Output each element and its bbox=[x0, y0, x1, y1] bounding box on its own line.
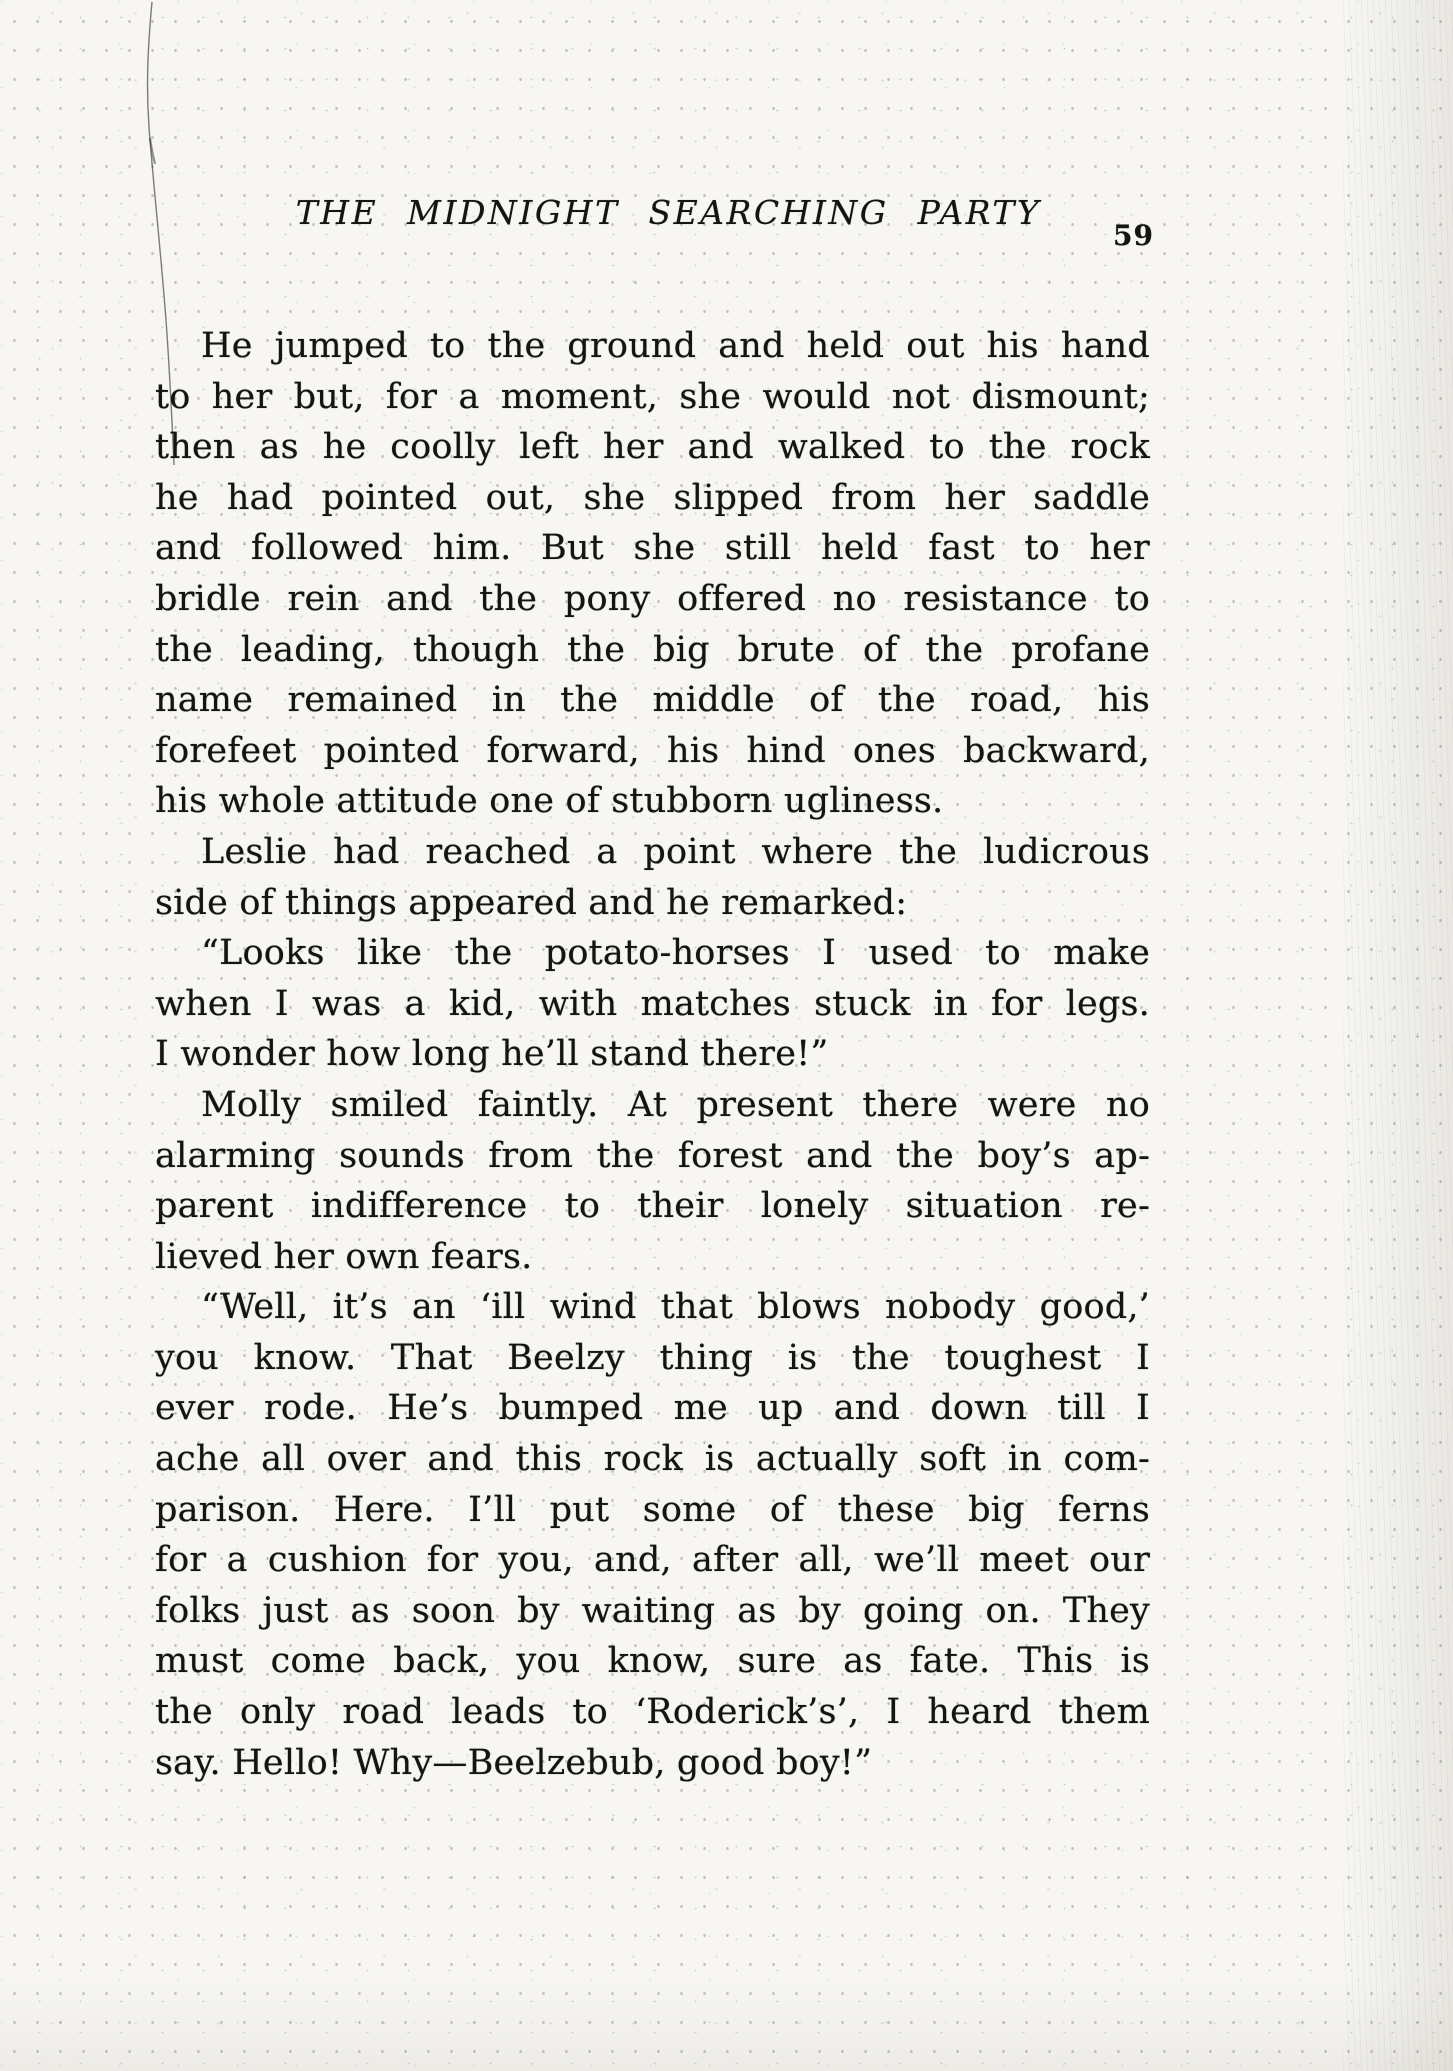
text-line: Molly smiled faintly. At present there were no bbox=[201, 1084, 1150, 1125]
page-number: 59 bbox=[1113, 219, 1154, 252]
text-line: alarming sounds from the forest and the boy’s ap- bbox=[155, 1135, 1150, 1176]
text-line: I wonder how long he’ll stand there!” bbox=[155, 1034, 829, 1075]
chapter-title: THE MIDNIGHT SEARCHING PARTY bbox=[295, 193, 1042, 232]
text-line: forefeet pointed forward, his hind ones backward, bbox=[155, 730, 1150, 771]
text-line: ever rode. He’s bumped me up and down till I bbox=[155, 1388, 1150, 1429]
text-line: lieved her own fears. bbox=[155, 1236, 533, 1277]
text-line: He jumped to the ground and held out his hand bbox=[201, 326, 1150, 366]
scan-edge-shading-right bbox=[1343, 0, 1453, 2071]
text-line: he had pointed out, she slipped from her saddle bbox=[155, 477, 1150, 518]
text-line: you know. That Beelzy thing is the toughest I bbox=[155, 1337, 1150, 1378]
paragraph bbox=[155, 1282, 1150, 1788]
text-line: when I was a kid, with matches stuck in for legs. bbox=[155, 983, 1150, 1024]
paragraph bbox=[155, 827, 1150, 928]
paragraph bbox=[155, 928, 1150, 1080]
text-line: Leslie had reached a point where the ludicrous bbox=[201, 831, 1150, 872]
text-line: must come back, you know, sure as fate. This is bbox=[155, 1641, 1150, 1682]
text-line: ache all over and this rock is actually soft in com- bbox=[155, 1439, 1150, 1480]
text-block bbox=[155, 193, 1154, 1788]
body-text bbox=[155, 321, 1150, 1788]
text-line: side of things appeared and he remarked: bbox=[155, 882, 908, 923]
text-line: “Well, it’s an ‘ill wind that blows nobody good,’ bbox=[201, 1287, 1150, 1328]
scan-edge-shading-bottom bbox=[0, 1981, 1453, 2071]
text-line: and followed him. But she still held fast to her bbox=[155, 528, 1150, 569]
text-line: the leading, though the big brute of the profane bbox=[155, 629, 1150, 670]
text-line: bridle rein and the pony offered no resistance to bbox=[155, 578, 1150, 619]
text-line: his whole attitude one of stubborn ugliness. bbox=[155, 781, 944, 822]
text-line: to her but, for a moment, she would not dismount; bbox=[155, 376, 1150, 417]
running-header bbox=[155, 193, 1154, 255]
text-line: folks just as soon by waiting as by going on. They bbox=[155, 1590, 1150, 1631]
text-line: then as he coolly left her and walked to the rock bbox=[155, 427, 1150, 468]
text-line: “Looks like the potato-horses I used to make bbox=[201, 933, 1150, 974]
text-line: name remained in the middle of the road, his bbox=[155, 680, 1150, 721]
text-line: parison. Here. I’ll put some of these big ferns bbox=[155, 1489, 1150, 1530]
text-line: say. Hello! Why—Beelzebub, good boy!” bbox=[155, 1742, 873, 1783]
text-line: for a cushion for you, and, after all, we’ll meet our bbox=[155, 1540, 1150, 1581]
text-line: the only road leads to ‘Roderick’s’, I heard them bbox=[155, 1692, 1150, 1733]
paragraph bbox=[155, 1080, 1150, 1282]
paragraph bbox=[155, 321, 1150, 827]
text-line: parent indifference to their lonely situation re- bbox=[155, 1186, 1150, 1227]
